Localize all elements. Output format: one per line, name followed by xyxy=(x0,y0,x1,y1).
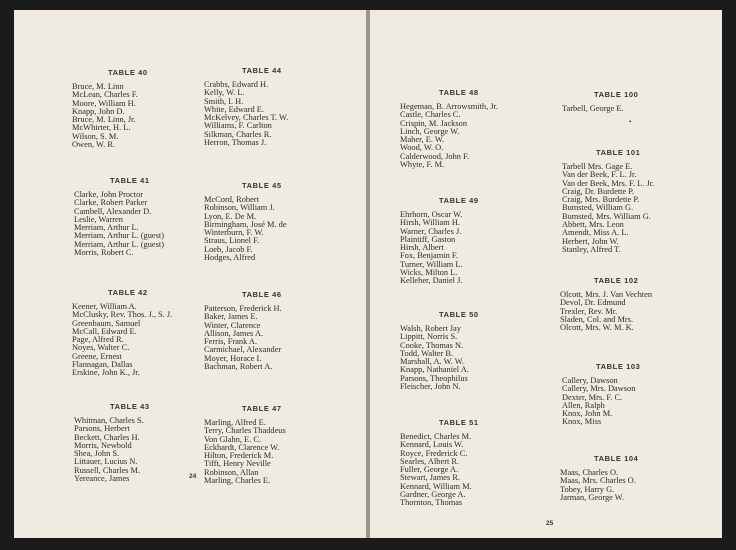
guest-list xyxy=(400,103,498,169)
guest-name: Clarke, John Proctor xyxy=(74,190,144,199)
guest-list xyxy=(400,433,479,508)
table-heading: TABLE 40 xyxy=(108,68,148,77)
guest-name: Hilton, Frederick M. xyxy=(204,451,274,461)
guest-name: Craig, Dr. Burdette P. xyxy=(562,186,635,196)
guest-name: Castle, Charles C. xyxy=(400,110,461,120)
guest-name: Callery, Mrs. Dawson xyxy=(562,384,636,394)
guest-list xyxy=(562,163,654,254)
guest-name: Littauer, Lucius N. xyxy=(74,457,138,467)
table-heading: TABLE 103 xyxy=(596,362,641,371)
guest-name: Allen, Ralph xyxy=(562,400,605,410)
guest-name: Bumsted, Mrs. William G. xyxy=(562,211,651,221)
guest-name: Erskine, John K., Jr. xyxy=(72,368,140,378)
guest-name: Birmingham, José M. de xyxy=(204,219,287,229)
table-heading: TABLE 50 xyxy=(439,310,479,319)
table-heading: TABLE 48 xyxy=(439,88,479,97)
guest-name: Marling, Alfred E. xyxy=(204,418,266,427)
guest-name: Leslie, Warren xyxy=(74,214,123,224)
page-number: 25 xyxy=(546,520,554,527)
guest-name: Tarbell Mrs. Gage E. xyxy=(562,162,633,171)
guest-name: Tifft, Henry Neville xyxy=(204,459,271,469)
guest-name: Turner, William L. xyxy=(400,259,463,269)
guest-name: Lyon, E. De M. xyxy=(204,211,257,221)
guest-name: Russell, Charles M. xyxy=(74,465,141,475)
page-number: 24 xyxy=(189,473,197,480)
table-block-46 xyxy=(204,290,282,371)
guest-name: Patterson, Frederick H. xyxy=(204,304,282,313)
guest-name: McWhirter, H. L. xyxy=(72,123,131,133)
table-heading: TABLE 100 xyxy=(594,90,639,99)
guest-name: Van der Beek, Mrs. F. L. Jr. xyxy=(562,178,655,188)
guest-name: Van der Beek, F. L. Jr. xyxy=(562,170,637,180)
guest-list xyxy=(74,417,150,483)
left-page xyxy=(14,10,366,538)
guest-name: Page, Alfred R. xyxy=(72,335,124,345)
guest-name: Parsons, Theophilus xyxy=(400,373,468,383)
guest-name: Von Glahn, E. C. xyxy=(204,434,262,444)
guest-name: Searles, Albert R. xyxy=(400,456,460,466)
guest-name: Eckhardt, Clarence W. xyxy=(204,442,280,452)
guest-name: Knapp, Nathaniel A. xyxy=(400,365,469,375)
table-block-51 xyxy=(400,418,479,508)
right-page xyxy=(370,10,722,538)
guest-list xyxy=(204,81,288,147)
guest-name: Baker, James E. xyxy=(204,312,258,322)
guest-name: Beckett, Charles H. xyxy=(74,432,140,442)
guest-name: Hodges, Alfred xyxy=(204,253,256,263)
guest-name: Fleischer, John N. xyxy=(400,382,461,392)
guest-name: Gardner, George A. xyxy=(400,490,466,500)
guest-name: Knapp, John D. xyxy=(72,106,125,116)
guest-list xyxy=(72,303,172,378)
guest-name: McCord, Robert xyxy=(204,195,259,204)
guest-name: Devol, Dr. Edmund xyxy=(560,298,626,308)
guest-name: McClusky, Rev. Thos. J., S. J. xyxy=(72,310,173,320)
guest-name: Callery, Dawson xyxy=(562,376,618,385)
guest-name: Clarke, Robert Parker xyxy=(74,198,148,208)
guest-name: Benedict, Charles M. xyxy=(400,432,472,441)
guest-name: Flannagan, Dallas xyxy=(72,360,133,370)
guest-name: McLean, Charles F. xyxy=(72,90,138,100)
table-heading: TABLE 46 xyxy=(242,290,282,299)
guest-name: Allison, James A. xyxy=(204,328,264,338)
guest-name: Winterburn, F. W. xyxy=(204,228,264,238)
table-block-102 xyxy=(560,276,652,332)
guest-name: Knox, Miss xyxy=(562,417,602,427)
guest-list xyxy=(560,291,652,332)
guest-name: Loeb, Jacob F. xyxy=(204,244,253,254)
guest-name: Parsons, Herbert xyxy=(74,424,130,434)
guest-name: Linch, George W. xyxy=(400,126,460,136)
table-heading: TABLE 43 xyxy=(110,402,150,411)
guest-name: Maas, Mrs. Charles O. xyxy=(560,476,636,486)
table-heading: TABLE 102 xyxy=(594,276,639,285)
guest-name: Wilson, S. M. xyxy=(72,131,119,141)
guest-list xyxy=(204,419,286,485)
guest-name: McKelvey, Charles T. W. xyxy=(204,113,289,123)
guest-list xyxy=(204,305,282,371)
guest-name: Whyte, F. M. xyxy=(400,160,445,170)
table-heading: TABLE 41 xyxy=(110,176,150,185)
guest-name: Robinson, Allan xyxy=(204,467,259,477)
table-heading: TABLE 45 xyxy=(242,181,282,190)
guest-name: Silkman, Charles R. xyxy=(204,129,272,139)
guest-name: Trexler, Rev. Mr. xyxy=(560,306,618,316)
guest-name: Lippitt, Norris S. xyxy=(400,332,458,342)
ink-mark: • xyxy=(629,118,632,127)
guest-name: Wicks, Milton L. xyxy=(400,268,458,278)
guest-name: Dexter, Mrs. F. C. xyxy=(562,392,623,402)
guest-name: Stewart, James R. xyxy=(400,473,461,483)
guest-name: Crabbs, Edward H. xyxy=(204,80,269,89)
guest-name: Walsh, Robert Jay xyxy=(400,324,461,333)
guest-list xyxy=(400,325,479,391)
guest-name: Stanley, Alfred T. xyxy=(562,244,621,254)
guest-name: Marshall, A. W. W. xyxy=(400,357,464,367)
guest-name: Straus, Lionel F. xyxy=(204,236,260,246)
guest-name: Morris, Newbold xyxy=(74,440,132,450)
table-block-49 xyxy=(400,196,479,286)
guest-name: Tobey, Harry G. xyxy=(560,484,615,494)
table-block-44 xyxy=(204,66,288,147)
guest-name: Knox, John M. xyxy=(562,409,613,419)
guest-name: Cambell, Alexander D. xyxy=(74,206,152,216)
guest-name: Maher, E. W. xyxy=(400,135,445,145)
guest-name: Carmichael, Alexander xyxy=(204,345,282,355)
guest-name: Tarbell, George E. xyxy=(562,104,624,113)
guest-name: Maas, Charles O. xyxy=(560,468,619,477)
table-block-43 xyxy=(74,402,150,483)
guest-name: Merriam, Arthur L. xyxy=(74,223,139,233)
guest-name: Shea, John S. xyxy=(74,449,120,459)
table-block-45 xyxy=(204,181,287,262)
table-heading: TABLE 42 xyxy=(108,288,148,297)
guest-name: Thornton, Thomas xyxy=(400,498,463,508)
guest-list xyxy=(72,83,148,149)
guest-name: Sladen, Col. and Mrs. xyxy=(560,314,634,324)
guest-name: Plaintiff, Gaston xyxy=(400,234,456,244)
guest-name: Fuller, George A. xyxy=(400,465,459,475)
table-block-47 xyxy=(204,404,286,485)
table-block-42 xyxy=(72,288,172,378)
guest-name: Crispin, M. Jackson xyxy=(400,118,467,128)
table-block-103 xyxy=(562,362,640,427)
guest-name: White, Edward E. xyxy=(204,104,264,114)
guest-name: Calderwood, John F. xyxy=(400,151,470,161)
table-block-48 xyxy=(400,88,498,169)
table-block-104 xyxy=(560,454,638,502)
guest-name: Merriam, Arthur L. (guest) xyxy=(74,239,165,249)
guest-name: Amendt, Miss A. L. xyxy=(562,228,629,238)
table-block-40 xyxy=(72,68,148,149)
table-block-100 xyxy=(562,90,638,126)
guest-name: Royce, Frederick C. xyxy=(400,448,468,458)
table-heading: TABLE 104 xyxy=(594,454,639,463)
guest-name: Merriam, Arthur L. (guest) xyxy=(74,231,165,241)
guest-name: Bachman, Robert A. xyxy=(204,362,273,372)
guest-list xyxy=(562,105,638,113)
guest-name: Winter, Clarence xyxy=(204,320,261,330)
guest-list xyxy=(74,191,164,257)
guest-name: Bumsted, William G. xyxy=(562,203,634,213)
guest-name: Hirsh, Albert xyxy=(400,243,444,253)
guest-name: Bruce, M. Linn xyxy=(72,82,124,91)
guest-name: Bruce, M. Linn, Jr. xyxy=(72,115,136,125)
guest-name: Kelleher, Daniel J. xyxy=(400,276,463,286)
table-heading: TABLE 47 xyxy=(242,404,282,413)
guest-list xyxy=(400,211,479,286)
table-heading: TABLE 49 xyxy=(439,196,479,205)
guest-name: Kelly, W. L. xyxy=(204,88,245,98)
guest-name: Olcott, Mrs. J. Van Vechten xyxy=(560,290,653,299)
guest-name: Noyes, Walter C. xyxy=(72,343,130,353)
guest-name: Smith, I. H. xyxy=(204,96,244,106)
guest-name: Warner, Charles J. xyxy=(400,226,462,236)
guest-name: Olcott, Mrs. W. M. K. xyxy=(560,323,634,333)
guest-name: Kennard, Louis W. xyxy=(400,440,464,450)
guest-name: Ehrhorn, Oscar W. xyxy=(400,210,463,219)
guest-list xyxy=(562,377,640,427)
guest-name: Herron, Thomas J. xyxy=(204,138,267,148)
table-block-101 xyxy=(562,148,654,254)
guest-name: Owen, W. R. xyxy=(72,140,116,150)
guest-name: Kennard, William M. xyxy=(400,481,472,491)
guest-name: Wood, W. O. xyxy=(400,143,444,153)
table-heading: TABLE 101 xyxy=(596,148,641,157)
guest-name: Greene, Ernest xyxy=(72,351,122,361)
guest-name: Ferris, Frank A. xyxy=(204,337,258,347)
guest-name: Williams, F. Carlton xyxy=(204,121,272,131)
table-block-41 xyxy=(74,176,164,257)
guest-name: Hirsh, William H. xyxy=(400,218,460,228)
guest-name: Yereance, James xyxy=(74,474,130,484)
guest-name: Moore, William H. xyxy=(72,98,136,108)
table-heading: TABLE 51 xyxy=(439,418,479,427)
guest-list xyxy=(560,469,638,502)
guest-name: Jarman, George W. xyxy=(560,492,625,502)
guest-name: Whitman, Charles S. xyxy=(74,416,144,425)
guest-name: Marling, Charles E. xyxy=(204,476,271,486)
guest-name: Moyer, Horace I. xyxy=(204,353,262,363)
guest-name: Terry, Charles Thaddeus xyxy=(204,426,286,436)
guest-name: Greenbaum, Samuel xyxy=(72,318,141,328)
table-block-50 xyxy=(400,310,479,391)
guest-name: Craig, Mrs. Burdette P. xyxy=(562,195,640,205)
guest-name: Morris, Robert C. xyxy=(74,248,134,258)
guest-name: Hegeman, B. Arrowsmith, Jr. xyxy=(400,102,498,111)
guest-name: Fox, Benjamin F. xyxy=(400,251,458,261)
guest-name: Keener, William A. xyxy=(72,302,137,311)
guest-name: McCall, Edward E. xyxy=(72,326,137,336)
guest-name: Todd, Walter B. xyxy=(400,348,454,358)
guest-name: Cooke, Thomas N. xyxy=(400,340,464,350)
guest-name: Abbett, Mrs. Leon xyxy=(562,220,624,230)
table-heading: TABLE 44 xyxy=(242,66,282,75)
guest-name: Herbert, John W. xyxy=(562,236,619,246)
guest-name: Robinson, William J. xyxy=(204,203,275,213)
guest-list xyxy=(204,196,287,262)
